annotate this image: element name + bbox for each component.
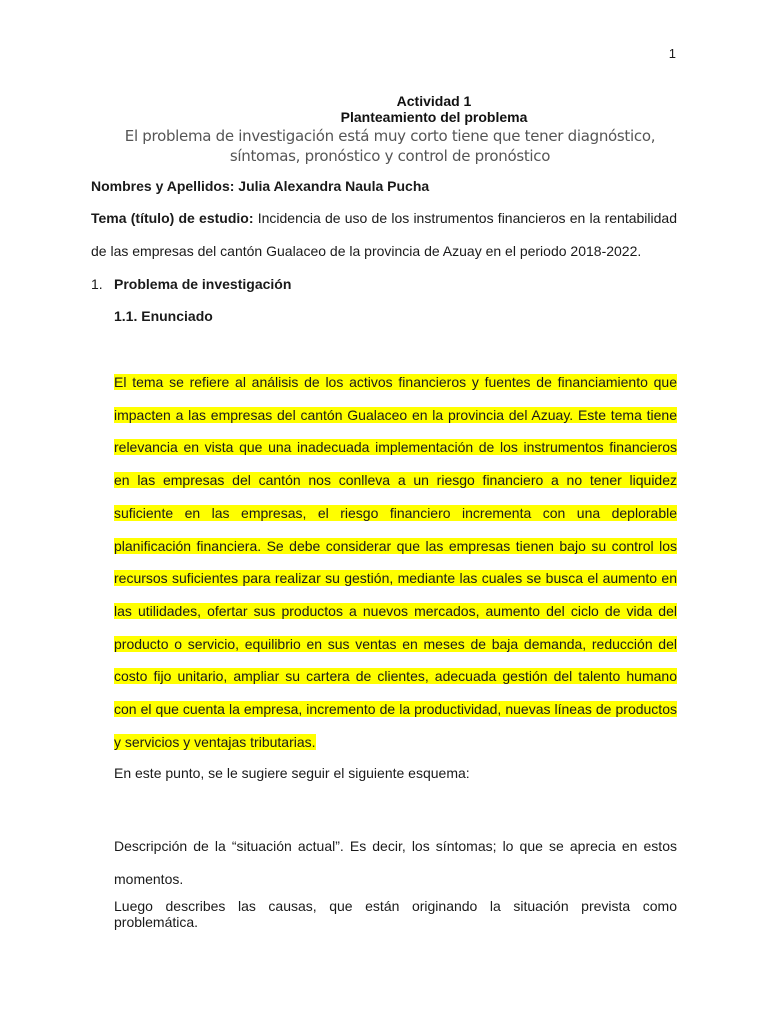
study-topic: [91, 202, 677, 268]
description-paragraph: Descripción de la “situación actual”. Es decir, los síntomas; lo que se aprecia en estos momentos.: [114, 838, 677, 887]
causes-paragraph: Luego describes las causas, que están originando la situación prevista como problemática.: [114, 898, 677, 930]
study-topic-text: Incidencia de uso de los instrumentos financieros en la rentabilidad de las empresas del cantón Gualaceo de la provincia de Azuay en el periodo 2018-2022.: [91, 210, 677, 259]
subsection-title: 1.1. Enunciado: [114, 308, 213, 324]
page-number: 1: [668, 46, 676, 61]
highlighted-text: El tema se refiere al análisis de los activos financieros y fuentes de financiamiento que impacten a las empresas del cantón Gualaceo en la provincia del Azuay. Este tema tiene relevancia en vista que una inadecuada implementación de los instrumentos financieros en las empresas del cantón nos conlleva a un riesgo financiero a no tener liquidez suficiente en las empresas, el riesgo financiero incrementa con una deplorable planificación financiera. Se debe considerar que las empresas tienen bajo su control los recursos suficientes para realizar su gestión, mediante las cuales se busca el aumento en las utilidades, ofertar sus productos a nuevos mercados, aumento del ciclo de vida del producto o servicio, equilibrio en sus ventas en meses de baja demanda, reducción del costo fijo unitario, ampliar su cartera de clientes, adecuada gestión del talento humano con el que cuenta la empresa, incremento de la productividad, nuevas líneas de productos y servicios y ventajas tributarias.: [114, 374, 677, 750]
author-name: Nombres y Apellidos: Julia Alexandra Naula Pucha: [91, 178, 430, 194]
section-number: 1.: [91, 276, 103, 292]
scheme-intro: En este punto, se le sugiere seguir el siguiente esquema:: [114, 765, 470, 781]
study-topic-label: Tema (título) de estudio:: [91, 210, 254, 226]
highlighted-paragraph: [114, 366, 677, 758]
problem-title: Planteamiento del problema: [340, 109, 528, 125]
section-title: Problema de investigación: [114, 276, 292, 292]
activity-title: Actividad 1: [396, 93, 472, 109]
review-comment: El problema de investigación está muy corto tiene que tener diagnóstico, síntomas, pronóstico y control de pronóstico: [124, 127, 656, 165]
